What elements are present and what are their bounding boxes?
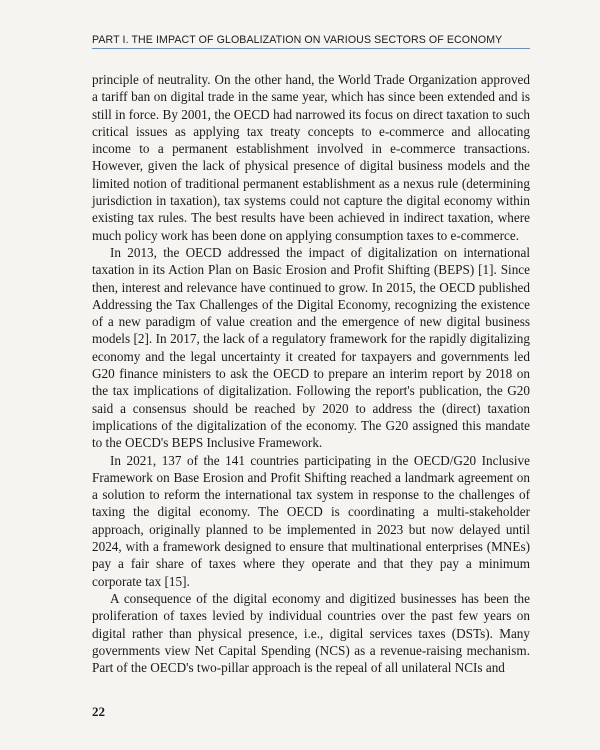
running-header: PART I. THE IMPACT OF GLOBALIZATION ON VARIOUS SECTORS OF ECONOMY [92, 34, 503, 46]
paragraph-2: In 2013, the OECD addressed the impact of digitalization on international taxation in its Action Plan on Basic Erosion and Profit Shifting (BEPS) [1]. Since then, interest and relevance have continued to grow. In 2015, the OECD published Addressing the Tax Challenges of the Digital Economy, recognizing the existence of a new paradigm of value creation and the emergence of new digital business models [2]. In 2017, the lack of a regulatory framework for the rapidly digitalizing economy and the legal uncertainty it created for taxpayers and governments led G20 finance ministers to ask the OECD to prepare an interim report by 2018 on the tax implications of digitalization. Following the report's publication, the G20 said a consensus should be reached by 2020 to address the (direct) taxation implications of the digitalization of the economy. The G20 assigned this mandate to the OECD's BEPS Inclusive Framework. [92, 244, 530, 451]
header-rule [92, 48, 530, 49]
body-text [92, 71, 530, 676]
paragraph-1: principle of neutrality. On the other hand, the World Trade Organization approved a tariff ban on digital trade in the same year, which has since been extended and is still in force. By 2001, the OECD had narrowed its focus on direct taxation to such critical issues as applying tax treaty concepts to e-commerce and allocating income to a permanent establishment involved in e-commerce transactions. However, given the lack of physical presence of digital business models and the limited notion of traditional permanent establishment as a nexus rule (determining jurisdiction in taxation), tax systems could not capture the digital economy within existing tax rules. The best results have been achieved in indirect taxation, where much policy work has been done on applying consumption taxes to e-commerce. [92, 72, 530, 243]
page-number: 22 [92, 704, 105, 719]
paragraph-4: A consequence of the digital economy and digitized businesses has been the proliferation of taxes levied by individual countries over the past few years on digital rather than physical presence, i.e., digital services taxes (DSTs). Many governments view Net Capital Spending (NCS) as a revenue-raising mechanism. Part of the OECD's two-pillar approach is the repeal of all unilateral NCIs and [92, 590, 530, 676]
paragraph-3: In 2021, 137 of the 141 countries participating in the OECD/G20 Inclusive Framework on Base Erosion and Profit Shifting reached a landmark agreement on a solution to reform the international tax system in response to the challenges of taxing the digital economy. The OECD is coordinating a multi-stakeholder approach, originally planned to be implemented in 2023 but now delayed until 2024, with a framework designed to ensure that multinational enterprises (MNEs) pay a fair share of taxes where they operate and that they pay a minimum corporate tax [15]. [92, 452, 530, 589]
